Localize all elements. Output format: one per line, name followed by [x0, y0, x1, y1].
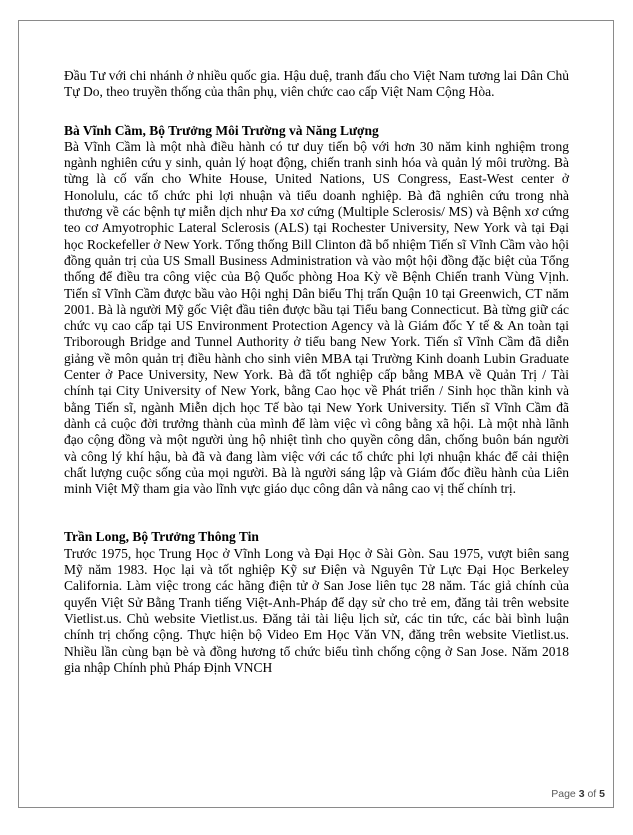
intro-paragraph: Đầu Tư với chi nhánh ở nhiều quốc gia. Hậu duệ, tranh đấu cho Việt Nam tương lai Dân Chủ Tự Do, theo truyền thống của thân phụ, viên chức cao cấp Việt Nam Cộng Hòa. — [64, 68, 569, 100]
of-word: of — [587, 788, 597, 800]
section-heading-vinh-cam: Bà Vĩnh Cầm, Bộ Trưởng Môi Trường và Năng Lượng — [64, 122, 379, 138]
document-body — [64, 68, 569, 676]
current-page-number: 3 — [578, 788, 585, 800]
section-body-vinh-cam: Bà Vĩnh Cầm là một nhà điều hành có tư duy tiến bộ với hơn 30 năm kinh nghiệm trong ngành nghiên cứu y sinh, quản lý hoạt động, chiến tranh sinh hóa và quản lý môi trường. Bà từng là cố vấn cho White House, United Nations, US Congress, East-West center ở Honolulu, các tổ chức phi lợi nhuận và tiểu doanh nghiệp. Bà đã nghiên cứu trong nhà thương về các bệnh tự miễn dịch như Đa xơ cứng (Multiple Sclerosis/ MS) và Bệnh xơ cứng teo cơ Amyotrophic Lateral Sclerosis (ALS) tại Rochester University, New York và tại Đại học Rockefeller ở New York. Tổng thống Bill Clinton đã bổ nhiệm Tiến sĩ Vĩnh Cầm vào hội đồng quản trị của US Small Business Administration và vào một hội đồng đặc biệt của Tổng thống để điều tra công việc của Bộ Quốc phòng Hoa Kỳ về Bệnh Chiến tranh Vùng Vịnh. Tiến sĩ Vĩnh Cầm được bầu vào Hội nghị Dân biểu Thị trấn Quận 10 tại Greenwich, CT năm 2001. Bà là người Mỹ gốc Việt đầu tiên được bầu tại Tiểu bang Connecticut. Bà từng giữ các chức vụ cao cấp tại US Environment Protection Agency và là Giám đốc Y tế & An toàn tại Triborough Bridge and Tunnel Authority ở tiểu bang New York. Tiến sĩ Vĩnh Cầm đã diễn giảng về môn quản trị điều hành cho sinh viên MBA tại Trường Kinh doanh Lubin Graduate Center ở Pace University, New York. Bà đã tốt nghiệp cấp bằng MBA về Quản Trị / Tài chính tại City University of New York, bằng Cao học về Phát triển / Sinh học thần kinh và bằng Tiến sĩ, ngành Miễn dịch học Tế bào tại New York University. Tiến sĩ Vĩnh Cầm đã dành cả cuộc đời trưởng thành của mình để làm việc vì công bằng xã hội. Là một nhà lãnh đạo cộng đồng và một người ủng hộ nhiệt tình cho quyền công dân, chống buôn bán người và công lý khí hậu, bà đã và đang làm việc với các tổ chức phi lợi nhuận khác để cải thiện chất lượng cuộc sống của mọi người. Bà là người sáng lập và Giám đốc điều hành của Liên minh Việt Mỹ tham gia vào lĩnh vực giáo dục công dân và nâng cao vị thế chính trị. — [64, 138, 569, 497]
section-body-tran-long: Trước 1975, học Trung Học ở Vĩnh Long và Đại Học ở Sài Gòn. Sau 1975, vượt biên sang Mỹ năm 1983. Học lại và tốt nghiệp Kỹ sư Điện và Nguyên Tử Lực Đại Học Berkeley California. Làm việc trong các hãng điện tử ở San Jose liên tục 28 năm. Tác giả chính của quyển Việt Sử Bằng Tranh tiếng Việt-Anh-Pháp để dạy sử cho trẻ em, đăng tải trên website Vietlist.us. Chủ website Vietlist.us. Đăng tải tài liệu lịch sử, các tin tức, các bài bình luận chính trị chống cộng. Thực hiện bộ Video Em Học Văn VN, đăng trên website Vietlist.us. Nhiều lần cùng bạn bè và đồng hương tổ chức biểu tình chống cộng ở San Jose. Năm 2018 gia nhập Chính phủ Pháp Định VNCH — [64, 545, 569, 675]
spacer — [64, 101, 569, 123]
page-word: Page — [551, 788, 576, 800]
page-number-footer — [551, 788, 605, 800]
total-pages-number: 5 — [599, 788, 605, 800]
spacer — [64, 497, 569, 529]
section-heading-tran-long: Trần Long, Bộ Trưởng Thông Tin — [64, 529, 259, 545]
